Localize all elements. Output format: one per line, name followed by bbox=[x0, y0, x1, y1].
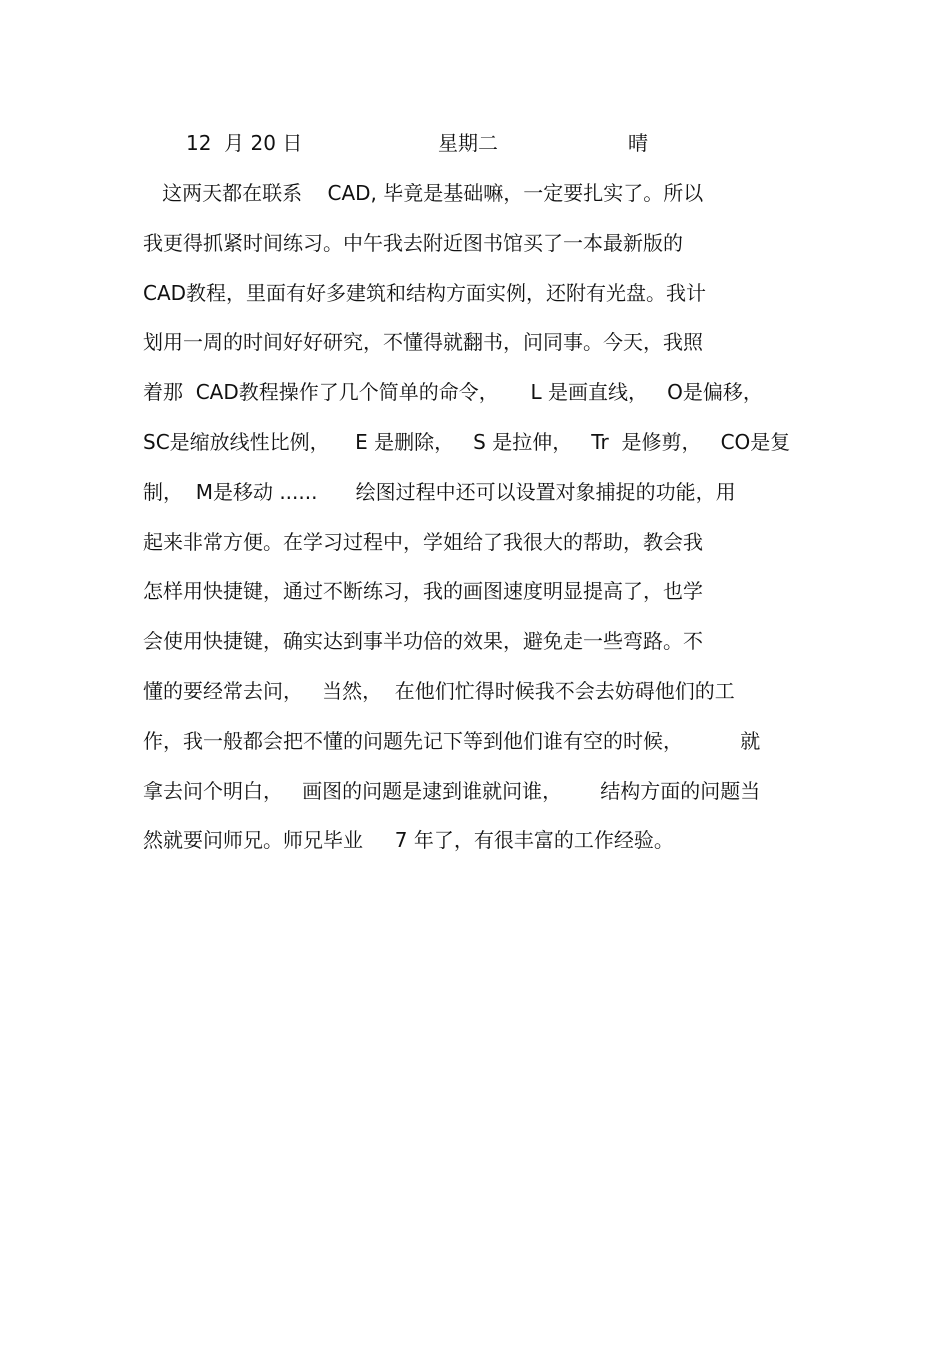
body-line: 这两天都在联系 CAD, 毕竟是基础嘛，一定要扎实了。所以 bbox=[143, 181, 704, 205]
body-line: 怎样用快捷键，通过不断练习，我的画图速度明显提高了，也学 bbox=[143, 579, 703, 604]
body-line: 制， M是移动 ...... 绘图过程中还可以设置对象捕捉的功能，用 bbox=[143, 479, 736, 504]
body-line: 起来非常方便。在学习过程中，学姐给了我很大的帮助，教会我 bbox=[143, 529, 703, 554]
weekday-text: 星期二 bbox=[438, 131, 498, 155]
body-line: 拿去问个明白， 画图的问题是逮到谁就问谁， 结构方面的问题当 bbox=[143, 778, 761, 803]
body-line: 作，我一般都会把不懂的问题先记下等到他们谁有空的时候， 就 bbox=[143, 728, 761, 753]
body-line: SC是缩放线性比例， E 是删除， S 是拉伸， Tr 是修剪， CO是复 bbox=[143, 429, 791, 454]
body-line: 划用一周的时间好好研究，不懂得就翻书，问同事。今天，我照 bbox=[143, 330, 703, 355]
body-line: 我更得抓紧时间练习。中午我去附近图书馆买了一本最新版的 bbox=[143, 230, 683, 255]
diary-header bbox=[0, 128, 950, 158]
body-line: CAD教程，里面有好多建筑和结构方面实例，还附有光盘。我计 bbox=[143, 280, 707, 305]
body-line: 着那 CAD教程操作了几个简单的命令， L 是画直线， O是偏移， bbox=[143, 380, 763, 405]
body-line: 会使用快捷键，确实达到事半功倍的效果，避免走一些弯路。不 bbox=[143, 629, 703, 654]
body-line: 然就要问师兄。师兄毕业 7 年了，有很丰富的工作经验。 bbox=[143, 828, 674, 853]
body-line: 懂的要经常去问， 当然， 在他们忙得时候我不会去妨碍他们的工 bbox=[143, 678, 735, 703]
weather-text: 晴 bbox=[628, 131, 648, 155]
date-text: 12 月 20 日 bbox=[186, 131, 303, 155]
diary-body bbox=[143, 178, 833, 875]
